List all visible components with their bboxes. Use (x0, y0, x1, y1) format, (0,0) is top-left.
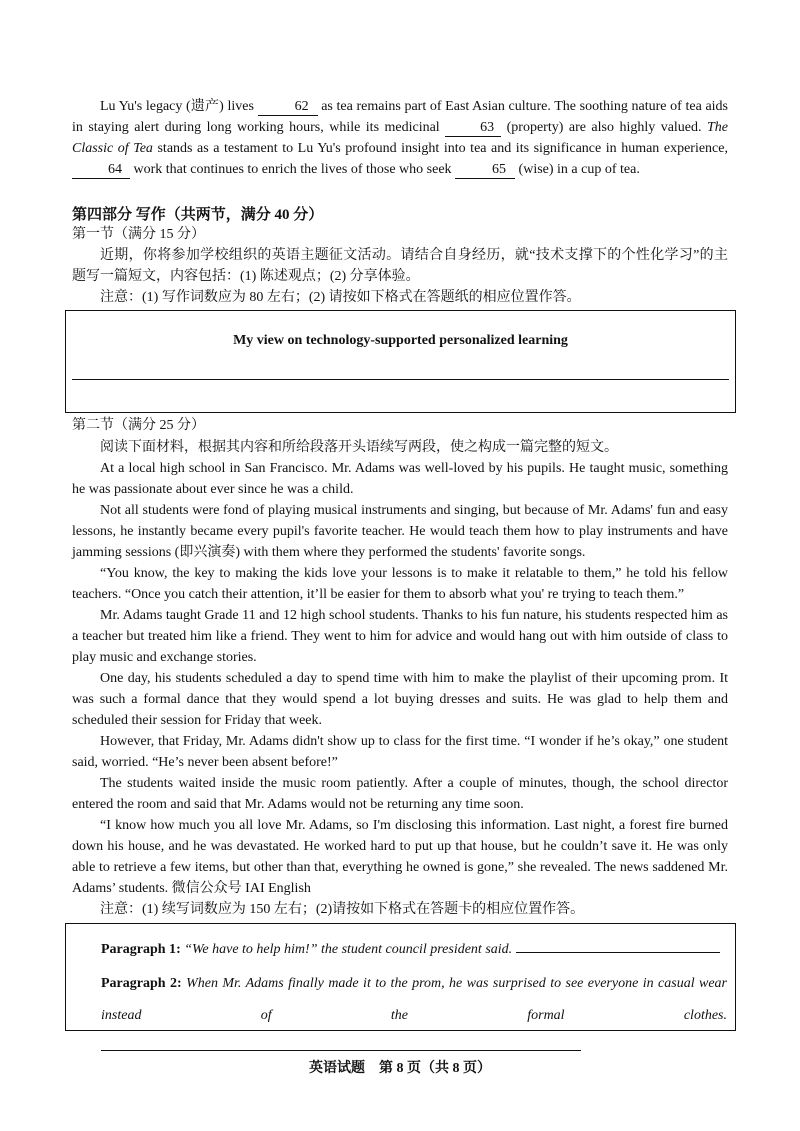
story-paragraph: However, that Friday, Mr. Adams didn't show up to class for the first time. “I wonder if he’s okay,” one student said, worried. “He’s never been absent before!” (72, 734, 728, 770)
part4-title: 第四部分 写作（共两节，满分 40 分） (72, 207, 324, 223)
paragraph2-text: When Mr. Adams finally made it to the prom, he was surprised to see everyone in casual wear instead of the formal clothes. (101, 976, 728, 1023)
paragraph2-label: Paragraph 2 (101, 976, 177, 991)
essay-box-title: My view on technology-supported personalized learning (233, 333, 568, 348)
story-paragraph: At a local high school in San Francisco. Mr. Adams was well-loved by his pupils. He taught music, something he was passionate about ever since he was a child. (72, 461, 728, 497)
section1-note: 注意：(1) 写作词数应为 80 左右；(2) 请按如下格式在答题纸的相应位置作答。 (100, 290, 581, 305)
book-title: The Classic of Tea (72, 120, 728, 156)
tea-text-2: as tea remains part of East Asian culture. The soothing nature of tea aids in staying alert during long working hours, while its medicinal (72, 99, 728, 135)
tea-paragraph (72, 96, 728, 180)
story-paragraph: Mr. Adams taught Grade 11 and 12 high school students. Thanks to his fun nature, his students respected him as a teacher but treated him like a friend. They went to him for advice and would hang out with him outside of class to play music and exchange stories. (72, 608, 728, 665)
section2-heading: 第二节（满分 25 分） (72, 418, 205, 433)
tea-text-3: (property) are also highly valued. (501, 120, 707, 135)
tea-text-4: stands as a testament to Lu Yu's profound insight into tea and its significance in human experience, (152, 141, 728, 156)
blank-63[interactable]: 63 (445, 119, 501, 137)
paragraph1-text: “We have to help him!” the student council president said. (184, 942, 513, 957)
essay-write-line (72, 379, 729, 380)
section1-heading: 第一节（满分 15 分） (72, 227, 205, 242)
story-paragraph: The students waited inside the music room patiently. After a couple of minutes, though, the school director entered the room and said that Mr. Adams would not be returning any time soon. (72, 776, 728, 812)
blank-65[interactable]: 65 (455, 161, 515, 179)
story-paragraph: “I know how much you all love Mr. Adams, so I'm disclosing this information. Last night, a forest fire burned down his house, and he was devastated. He worked hard to put up that house, but he couldn’t save it. He was only able to retrieve a few items, but other than that, everything he owned is gone,” she revealed. The news saddened Mr. Adams’ students. 微信公众号 IAI English (72, 818, 728, 896)
page-footer: 英语试题 第 8 页（共 8 页） (309, 1061, 491, 1076)
continuation-answer-box[interactable] (65, 923, 736, 1031)
story-paragraph: One day, his students scheduled a day to spend time with him to make the playlist of their upcoming prom. It was such a formal dance that they would spend a lot buying dresses and suits. He was glad to help them and scheduled their session for Friday that week. (72, 671, 728, 728)
paragraph2-write-line[interactable] (101, 1038, 581, 1051)
section2-instruction: 阅读下面材料，根据其内容和所给段落开头语续写两段，使之构成一篇完整的短文。 (100, 440, 618, 455)
essay-answer-box[interactable] (65, 310, 736, 413)
tea-text-1: Lu Yu's legacy (遗产) lives (100, 99, 258, 114)
blank-62[interactable]: 62 (258, 98, 318, 116)
story-paragraph: “You know, the key to making the kids love your lessons is to make it relatable to them,” he told his fellow teachers. “Once you catch their attention, it’ll be easier for them to absorb what you' re trying to teach them.” (72, 566, 728, 602)
tea-text-5: work that continues to enrich the lives of those who seek (130, 162, 456, 177)
paragraph2-prompt: Paragraph 2: When Mr. Adams finally made it to the prom, he was surprised to see everyone in casual wear instead of the formal clothes. (101, 968, 727, 1064)
blank-64[interactable]: 64 (72, 161, 130, 179)
section2-note: 注意：(1) 续写词数应为 150 左右；(2)请按如下格式在答题卡的相应位置作答。 (100, 902, 585, 917)
paragraph1-prompt: Paragraph 1: “We have to help him!” the student council president said. (101, 940, 720, 958)
paragraph1-write-line[interactable] (516, 940, 720, 953)
paragraph1-label: Paragraph 1 (101, 942, 177, 957)
story-paragraph: Not all students were fond of playing musical instruments and singing, but because of Mr. Adams' fun and easy lessons, he instantly became every pupil's favorite teacher. He would teach them how to play instruments and have jamming sessions (即兴演奏) with them where they performed the students' favorite songs. (72, 503, 728, 560)
tea-text-6: (wise) in a cup of tea. (515, 162, 640, 177)
section1-instruction: 近期，你将参加学校组织的英语主题征文活动。请结合自身经历，就“技术支撑下的个性化学习”的主题写一篇短文，内容包括：(1) 陈述观点；(2) 分享体验。 (72, 248, 728, 284)
